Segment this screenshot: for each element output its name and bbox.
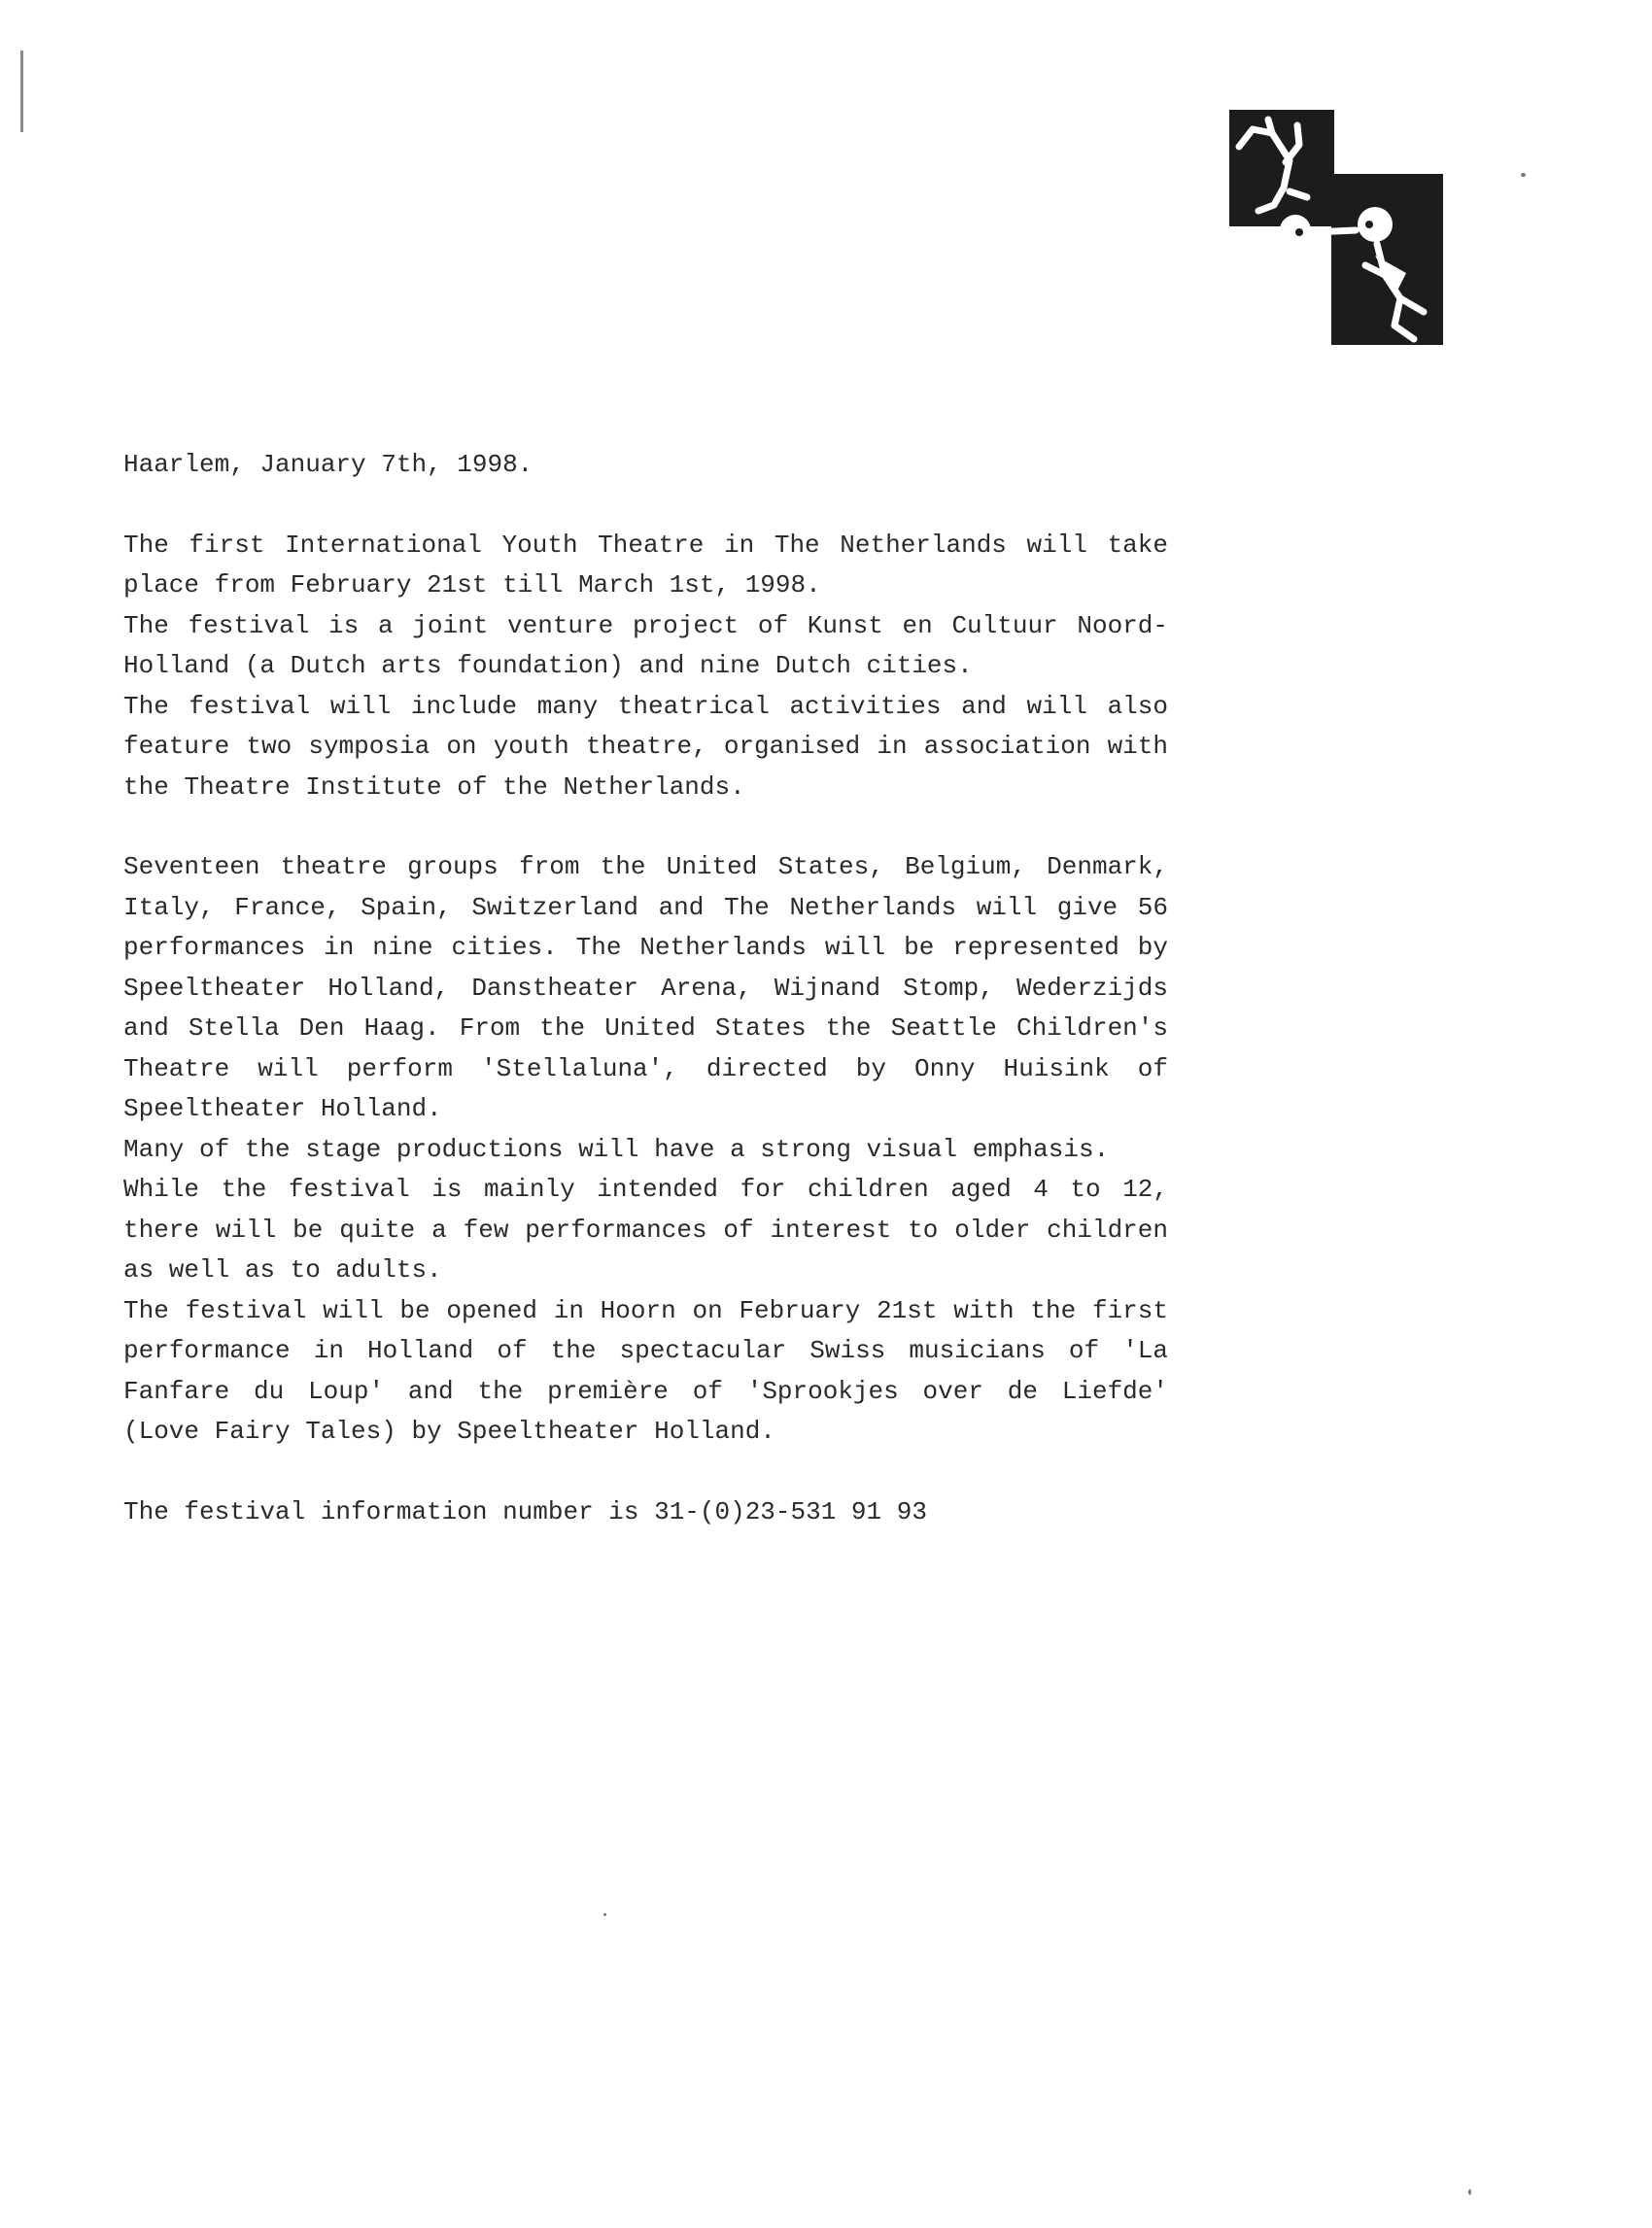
- paragraph-festival-dates: The first International Youth Theatre in The Netherlands will take place from February 21st till March 1st, 1998.: [123, 530, 1168, 600]
- scan-edge-mark: [20, 51, 23, 132]
- paragraph-theatre-groups: Seventeen theatre groups from the United States, Belgium, Denmark, Italy, France, Spain, Switzerland and The Netherlands will give 56 performances in nine cities. The Netherlands will be represented by Speeltheater Holland, Danstheater Arena, Wijnand Stomp, Wederzijds and Stella Den Haag. From the United States the Seattle Children's Theatre will perform 'Stellaluna', directed by Onny Huisink of Speeltheater Holland.: [123, 852, 1168, 1123]
- paragraph-opening: The festival will be opened in Hoorn on February 21st with the first performance in Holland of the spectacular Swiss musicians of 'La Fanfare du Loup' and the première of 'Sprookjes over de Liefde' (Love Fairy Tales) by Speeltheater Holland.: [123, 1295, 1168, 1446]
- paragraph-joint-venture: The festival is a joint venture project of Kunst en Cultuur Noord-Holland (a Dutch arts foundation) and nine Dutch cities.: [123, 610, 1168, 680]
- letter-body: [123, 445, 1168, 1532]
- paragraph-activities: The festival will include many theatrical activities and will also feature two symposia on youth theatre, organised in association with the Theatre Institute of the Netherlands.: [123, 691, 1168, 802]
- scan-speck: [1521, 173, 1526, 177]
- scan-speck: [603, 1913, 606, 1916]
- info-number-line: The festival information number is 31-(0)23-531 91 93: [123, 1496, 927, 1526]
- theatre-figures-logo-icon: [1229, 110, 1443, 345]
- date-line: Haarlem, January 7th, 1998.: [123, 450, 533, 479]
- paragraph-audience: While the festival is mainly intended for children aged 4 to 12, there will be quite a few performances of interest to older children as well as to adults.: [123, 1175, 1168, 1285]
- paragraph-visual-emphasis: Many of the stage productions will have a strong visual emphasis.: [123, 1134, 1110, 1164]
- scan-speck: [1468, 2189, 1471, 2195]
